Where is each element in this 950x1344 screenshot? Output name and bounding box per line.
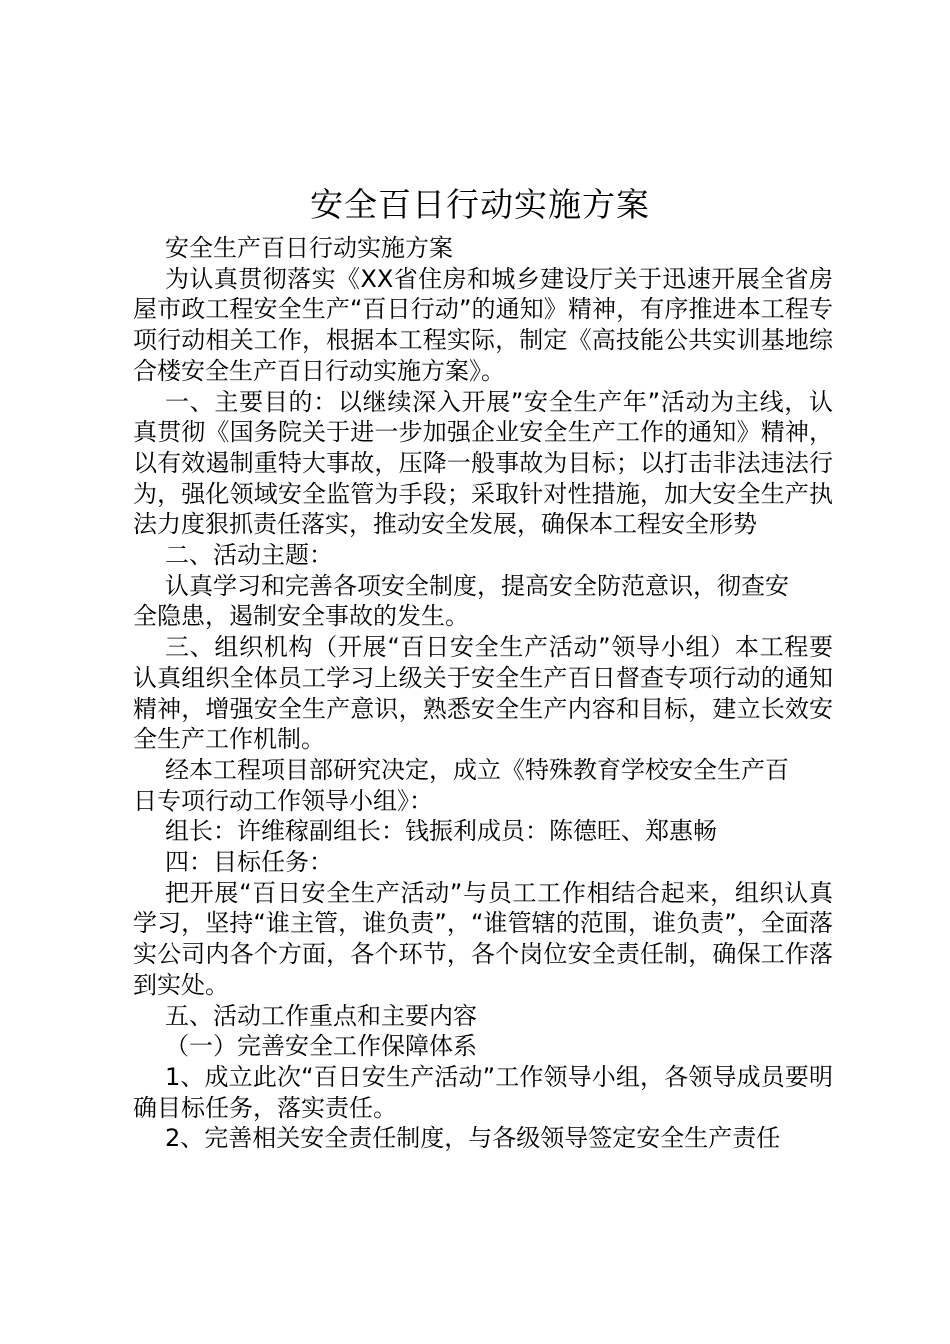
paragraph-item-one: 1、成立此次“百日安生产活动”工作领导小组，各领导成员要明确目标任务，落实责任。 xyxy=(133,1062,833,1122)
paragraph-focus-heading: 五、活动工作重点和主要内容 xyxy=(165,1001,477,1030)
paragraph-theme-heading: 二、活动主题： xyxy=(165,541,333,570)
paragraph-subtitle: 安全生产百日行动实施方案 xyxy=(165,234,453,262)
paragraph-goals-heading: 四：目标任务： xyxy=(165,848,333,877)
paragraph-purpose: 一、主要目的：以继续深入开展”安全生产年”活动为主线，认真贯彻《国务院关于进一步加强企业安全生产工作的通知》精神，以有效遏制重特大事故，压降一般事故为目标；以打击非法违法行为，强化领域安全监管为手段；采取针对性措施，加大安全生产执法力度狠抓责任落实，推动安全发展，确保本工程安全形势 xyxy=(133,387,833,539)
paragraph-goals: 把开展“百日安全生产活动”与员工工作相结合起来，组织认真学习，坚持“谁主管，谁负责”，“谁管辖的范围，谁负责”，全面落实公司内各个方面，各个环节，各个岗位安全责任制，确保工作落到实处。 xyxy=(133,878,833,999)
paragraph-item-two: 2、完善相关安全责任制度，与各级领导签定安全生产责任 xyxy=(165,1124,781,1153)
paragraph-intro: 为认真贯彻落实《XX省住房和城乡建设厅关于迅速开展全省房屋市政工程安全生产“百日行动”的通知》精神，有序推进本工程专项行动相关工作，根据本工程实际，制定《高技能公共实训基地综合楼安全生产百日行动实施方案》。 xyxy=(133,264,833,385)
document-body xyxy=(133,233,833,1154)
paragraph-section-one: （一）完善安全工作保障体系 xyxy=(165,1032,477,1061)
paragraph-decision: 经本工程项目部研究决定，成立《特殊教育学校安全生产百日专项行动工作领导小组》： xyxy=(133,755,789,815)
document-title: 安全百日行动实施方案 xyxy=(310,185,650,224)
paragraph-theme: 认真学习和完善各项安全制度，提高安全防范意识，彻查安全隐患，遏制安全事故的发生。 xyxy=(133,571,789,631)
paragraph-organization: 三、组织机构（开展“百日安全生产活动”领导小组）本工程要认真组织全体员工学习上级关于安全生产百日督查专项行动的通知精神，增强安全生产意识，熟悉安全生产内容和目标，建立长效安全生产工作机制。 xyxy=(133,633,833,754)
paragraph-members: 组长：许维稼副组长：钱振利成员：陈德旺、郑惠畅 xyxy=(165,817,717,846)
